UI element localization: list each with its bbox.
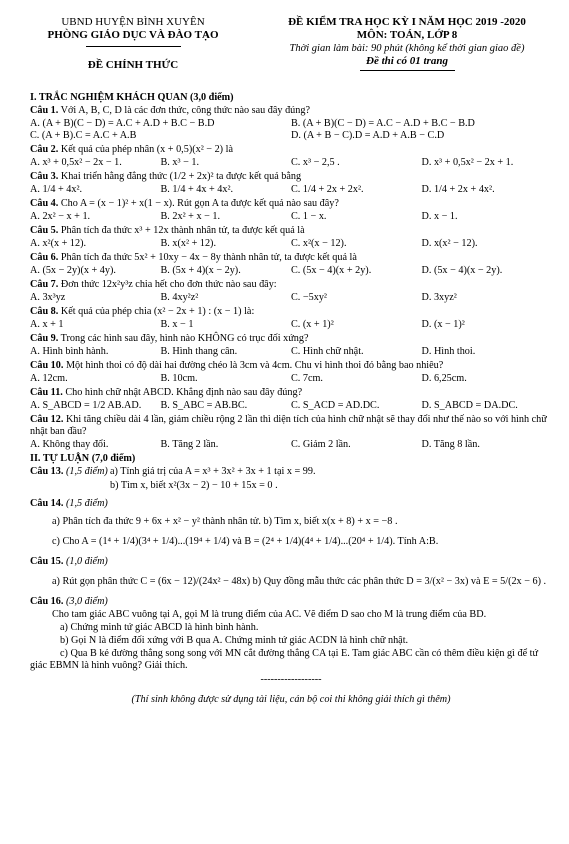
question-number: Câu 10. — [30, 360, 64, 371]
mcq-question — [30, 105, 552, 142]
mcq-question — [30, 252, 552, 277]
exam-time: Thời gian làm bài: 90 phút (không kể thời gian giao đề) — [289, 43, 525, 54]
answer-option: C. 1 − x. — [291, 211, 327, 222]
question-text: Khai triển hằng đẳng thức (1/2 + 2x)² ta được kết quả bằng — [58, 171, 302, 182]
q13-points: (1,5 điểm) — [63, 466, 108, 477]
answer-option: D. 3xyz² — [421, 292, 457, 303]
answer-options — [30, 238, 552, 250]
q15-number: Câu 15. — [30, 556, 64, 567]
answer-option: C. Giảm 2 lần. — [291, 439, 351, 450]
answer-options — [30, 400, 552, 412]
part1-title: I. TRẮC NGHIỆM KHÁCH QUAN (3,0 điểm) — [30, 92, 234, 103]
answer-option: C. −5xy² — [291, 292, 327, 303]
answer-option: B. S_ABC = AB.BC. — [160, 400, 248, 411]
answer-option: B. Hình thang cân. — [160, 346, 238, 357]
answer-option: A. x + 1 — [30, 319, 64, 330]
answer-option: B. 2x² + x − 1. — [160, 211, 221, 222]
answer-option: B. x − 1 — [160, 319, 194, 330]
mcq-list — [30, 105, 552, 451]
answer-option: A. Hình bình hành. — [30, 346, 109, 357]
answer-options — [30, 292, 552, 304]
q16-a: a) Chứng minh tứ giác ABCD là hình bình hành. — [60, 622, 259, 633]
answer-option: D. S_ABCD = DA.DC. — [421, 400, 518, 411]
answer-options — [30, 439, 552, 451]
question-text: Kết quả của phép nhân (x + 0,5)(x² − 2) là — [58, 144, 233, 155]
question-number: Câu 1. — [30, 105, 59, 116]
mcq-question — [30, 198, 552, 223]
answer-option: D. 1/4 + 2x + 4x². — [421, 184, 495, 195]
answer-option: D. x − 1. — [421, 211, 458, 222]
question-number: Câu 6. — [30, 252, 59, 263]
answer-option: C. 1/4 + 2x + 2x². — [291, 184, 364, 195]
q13-number: Câu 13. — [30, 466, 64, 477]
official-label: ĐỀ CHÍNH THỨC — [87, 59, 179, 71]
mcq-question — [30, 144, 552, 169]
mcq-question — [30, 279, 552, 304]
answer-option: A. (A + B)(C − D) = A.C + A.D + B.C − B.D — [30, 118, 215, 129]
question-13 — [30, 466, 552, 492]
answer-options — [30, 184, 552, 196]
mcq-question — [30, 360, 552, 385]
answer-options — [30, 373, 552, 385]
q16-points: (3,0 điểm) — [63, 596, 108, 607]
answer-option: B. (A + B)(C − D) = A.C − A.D + B.C − B.D — [291, 118, 475, 129]
answer-option: B. x(x² + 12). — [160, 238, 216, 249]
answer-options — [30, 157, 552, 169]
q14-points: (1,5 điểm) — [63, 498, 108, 509]
question-text: Trong các hình sau đây, hình nào KHÔNG có trục đối xứng? — [58, 333, 309, 344]
header-right-divider — [360, 70, 455, 71]
answer-option: C. 7cm. — [291, 373, 323, 384]
answer-option: D. x³ + 0,5x² − 2x + 1. — [421, 157, 514, 168]
question-text: Với A, B, C, D là các đơn thức, công thức nào sau đây đúng? — [58, 105, 310, 116]
question-text: Phân tích đa thức 5x² + 10xy − 4x − 8y thành nhân tử, ta được kết quả là — [58, 252, 357, 263]
answer-option: A. 3x³yz — [30, 292, 66, 303]
q14-number: Câu 14. — [30, 498, 64, 509]
q16-b: b) Gọi N là điểm đối xứng với B qua A. Chứng minh tứ giác ACDN là hình chữ nhật. — [60, 635, 409, 646]
q16-c: c) Qua B kẻ đường thẳng song song với MN cắt đường thẳng CA tại E. Tam giác ABC cần có thêm điều kiện gì để tứ giác EBMN là hình vuông? Giải thích. — [30, 648, 539, 671]
answer-option: A. (5x − 2y)(x + 4y). — [30, 265, 116, 276]
question-text: Kết quả của phép chia (x² − 2x + 1) : (x − 1) là: — [58, 306, 255, 317]
org-line1: UBND HUYỆN BÌNH XUYÊN — [61, 16, 205, 28]
part2-title: II. TỰ LUẬN (7,0 điểm) — [30, 453, 136, 464]
answer-option: B. Tăng 2 lần. — [160, 439, 219, 450]
q14-c: c) Cho A = (1⁴ + 1/4)(3⁴ + 1/4)...(19⁴ + 1/4) và B = (2⁴ + 1/4)(4⁴ + 1/4)...(20⁴ + 1/4). Tính A:B. — [52, 536, 439, 547]
answer-option: C. x²(x − 12). — [291, 238, 347, 249]
answer-option: A. Không thay đổi. — [30, 439, 109, 450]
answer-option: C. (x + 1)² — [291, 319, 334, 330]
q13-b: b) Tìm x, biết x²(3x − 2) − 10 + 15x = 0 . — [110, 480, 278, 491]
q16-number: Câu 16. — [30, 596, 64, 607]
answer-option: D. (5x − 4)(x − 2y). — [421, 265, 503, 276]
answer-option: B. 4xy²z² — [160, 292, 199, 303]
header-organization — [28, 16, 238, 72]
answer-option: D. Hình thoi. — [421, 346, 476, 357]
answer-option: C. (A + B).C = A.C + A.B — [30, 130, 137, 141]
q15-ab: a) Rút gọn phân thức C = (6x − 12)/(24x² − 48x) b) Quy đồng mẫu thức các phân thức D = 3/(x² − 3x) và E = 5/(2x − 6) . — [52, 576, 547, 587]
answer-option: B. 10cm. — [160, 373, 198, 384]
question-number: Câu 7. — [30, 279, 59, 290]
q15-points: (1,0 điểm) — [63, 556, 108, 567]
footer-note: (Thí sinh không được sử dụng tài liệu, cán bộ coi thi không giải thích gì thêm) — [131, 694, 451, 705]
answer-options — [30, 265, 552, 277]
answer-option: D. (A + B − C).D = A.D + A.B − C.D — [291, 130, 445, 141]
answer-option: B. (5x + 4)(x − 2y). — [160, 265, 241, 276]
answer-option: C. S_ACD = AD.DC. — [291, 400, 380, 411]
mcq-question — [30, 225, 552, 250]
answer-option: A. 12cm. — [30, 373, 68, 384]
answer-option: B. 1/4 + 4x + 4x². — [160, 184, 234, 195]
answer-option: C. x³ − 2,5 . — [291, 157, 340, 168]
answer-option: D. Tăng 8 lần. — [421, 439, 480, 450]
header-left-divider — [86, 46, 181, 47]
answer-option: B. x³ − 1. — [160, 157, 200, 168]
footer-divider: ------------------ — [260, 674, 322, 685]
question-14 — [30, 498, 552, 548]
question-text: Một hình thoi có độ dài hai đường chéo là 3cm và 4cm. Chu vi hình thoi đó bằng bao nhiêu? — [63, 360, 444, 371]
question-15 — [30, 556, 552, 588]
question-number: Câu 3. — [30, 171, 59, 182]
question-number: Câu 9. — [30, 333, 59, 344]
answer-option: D. 6,25cm. — [421, 373, 467, 384]
question-number: Câu 12. — [30, 414, 64, 425]
question-number: Câu 4. — [30, 198, 59, 209]
answer-options — [30, 346, 552, 358]
answer-option: C. (5x − 4)(x + 2y). — [291, 265, 372, 276]
exam-body — [30, 90, 552, 706]
q16-intro: Cho tam giác ABC vuông tại A, gọi M là trung điểm của AC. Vẽ điểm D sao cho M là trung điểm của BD. — [52, 609, 487, 620]
answer-option: D. x(x² − 12). — [421, 238, 478, 249]
answer-options — [30, 319, 552, 331]
answer-option: C. Hình chữ nhật. — [291, 346, 364, 357]
header-exam-info — [262, 16, 552, 71]
answer-option: D. (x − 1)² — [421, 319, 465, 330]
answer-option: A. x³ + 0,5x² − 2x − 1. — [30, 157, 122, 168]
answer-option: A. S_ABCD = 1/2 AB.AD. — [30, 400, 142, 411]
org-line2: PHÒNG GIÁO DỤC VÀ ĐÀO TẠO — [47, 29, 219, 41]
question-number: Câu 8. — [30, 306, 59, 317]
question-number: Câu 11. — [30, 387, 63, 398]
question-text: Cho A = (x − 1)² + x(1 − x). Rút gọn A ta được kết quả nào sau đây? — [58, 198, 339, 209]
answer-options — [30, 211, 552, 223]
mcq-question — [30, 387, 552, 412]
question-16 — [30, 596, 552, 672]
answer-option: A. x²(x + 12). — [30, 238, 87, 249]
mcq-question — [30, 414, 552, 451]
q13-a: a) Tính giá trị của A = x³ + 3x² + 3x + 1 tại x = 99. — [110, 466, 316, 477]
question-text: Khi tăng chiều dài 4 lần, giảm chiều rộng 2 lần thì diện tích của hình chữ nhật sẽ thay đổi như thế nào so với hình chữ nhật ban đầu? — [30, 414, 547, 437]
q14-ab: a) Phân tích đa thức 9 + 6x + x² − y² thành nhân tử. b) Tìm x, biết x(x + 8) + x = −8 . — [52, 516, 398, 527]
answer-option: A. 1/4 + 4x². — [30, 184, 83, 195]
exam-title: ĐỀ KIỂM TRA HỌC KỲ I NĂM HỌC 2019 -2020 — [288, 16, 526, 28]
question-text: Phân tích đa thức x³ + 12x thành nhân tử, ta được kết quả là — [58, 225, 305, 236]
answer-option: A. 2x² − x + 1. — [30, 211, 91, 222]
exam-pages: Đề thi có 01 trang — [366, 55, 448, 67]
mcq-question — [30, 306, 552, 331]
question-text: Đơn thức 12x²y³z chia hết cho đơn thức nào sau đây: — [58, 279, 277, 290]
question-text: Cho hình chữ nhật ABCD. Khẳng định nào sau đây đúng? — [62, 387, 303, 398]
question-number: Câu 5. — [30, 225, 59, 236]
mcq-question — [30, 333, 552, 358]
mcq-question — [30, 171, 552, 196]
exam-subject: MÔN: TOÁN, LỚP 8 — [356, 29, 458, 41]
answer-options — [30, 118, 552, 142]
question-number: Câu 2. — [30, 144, 59, 155]
